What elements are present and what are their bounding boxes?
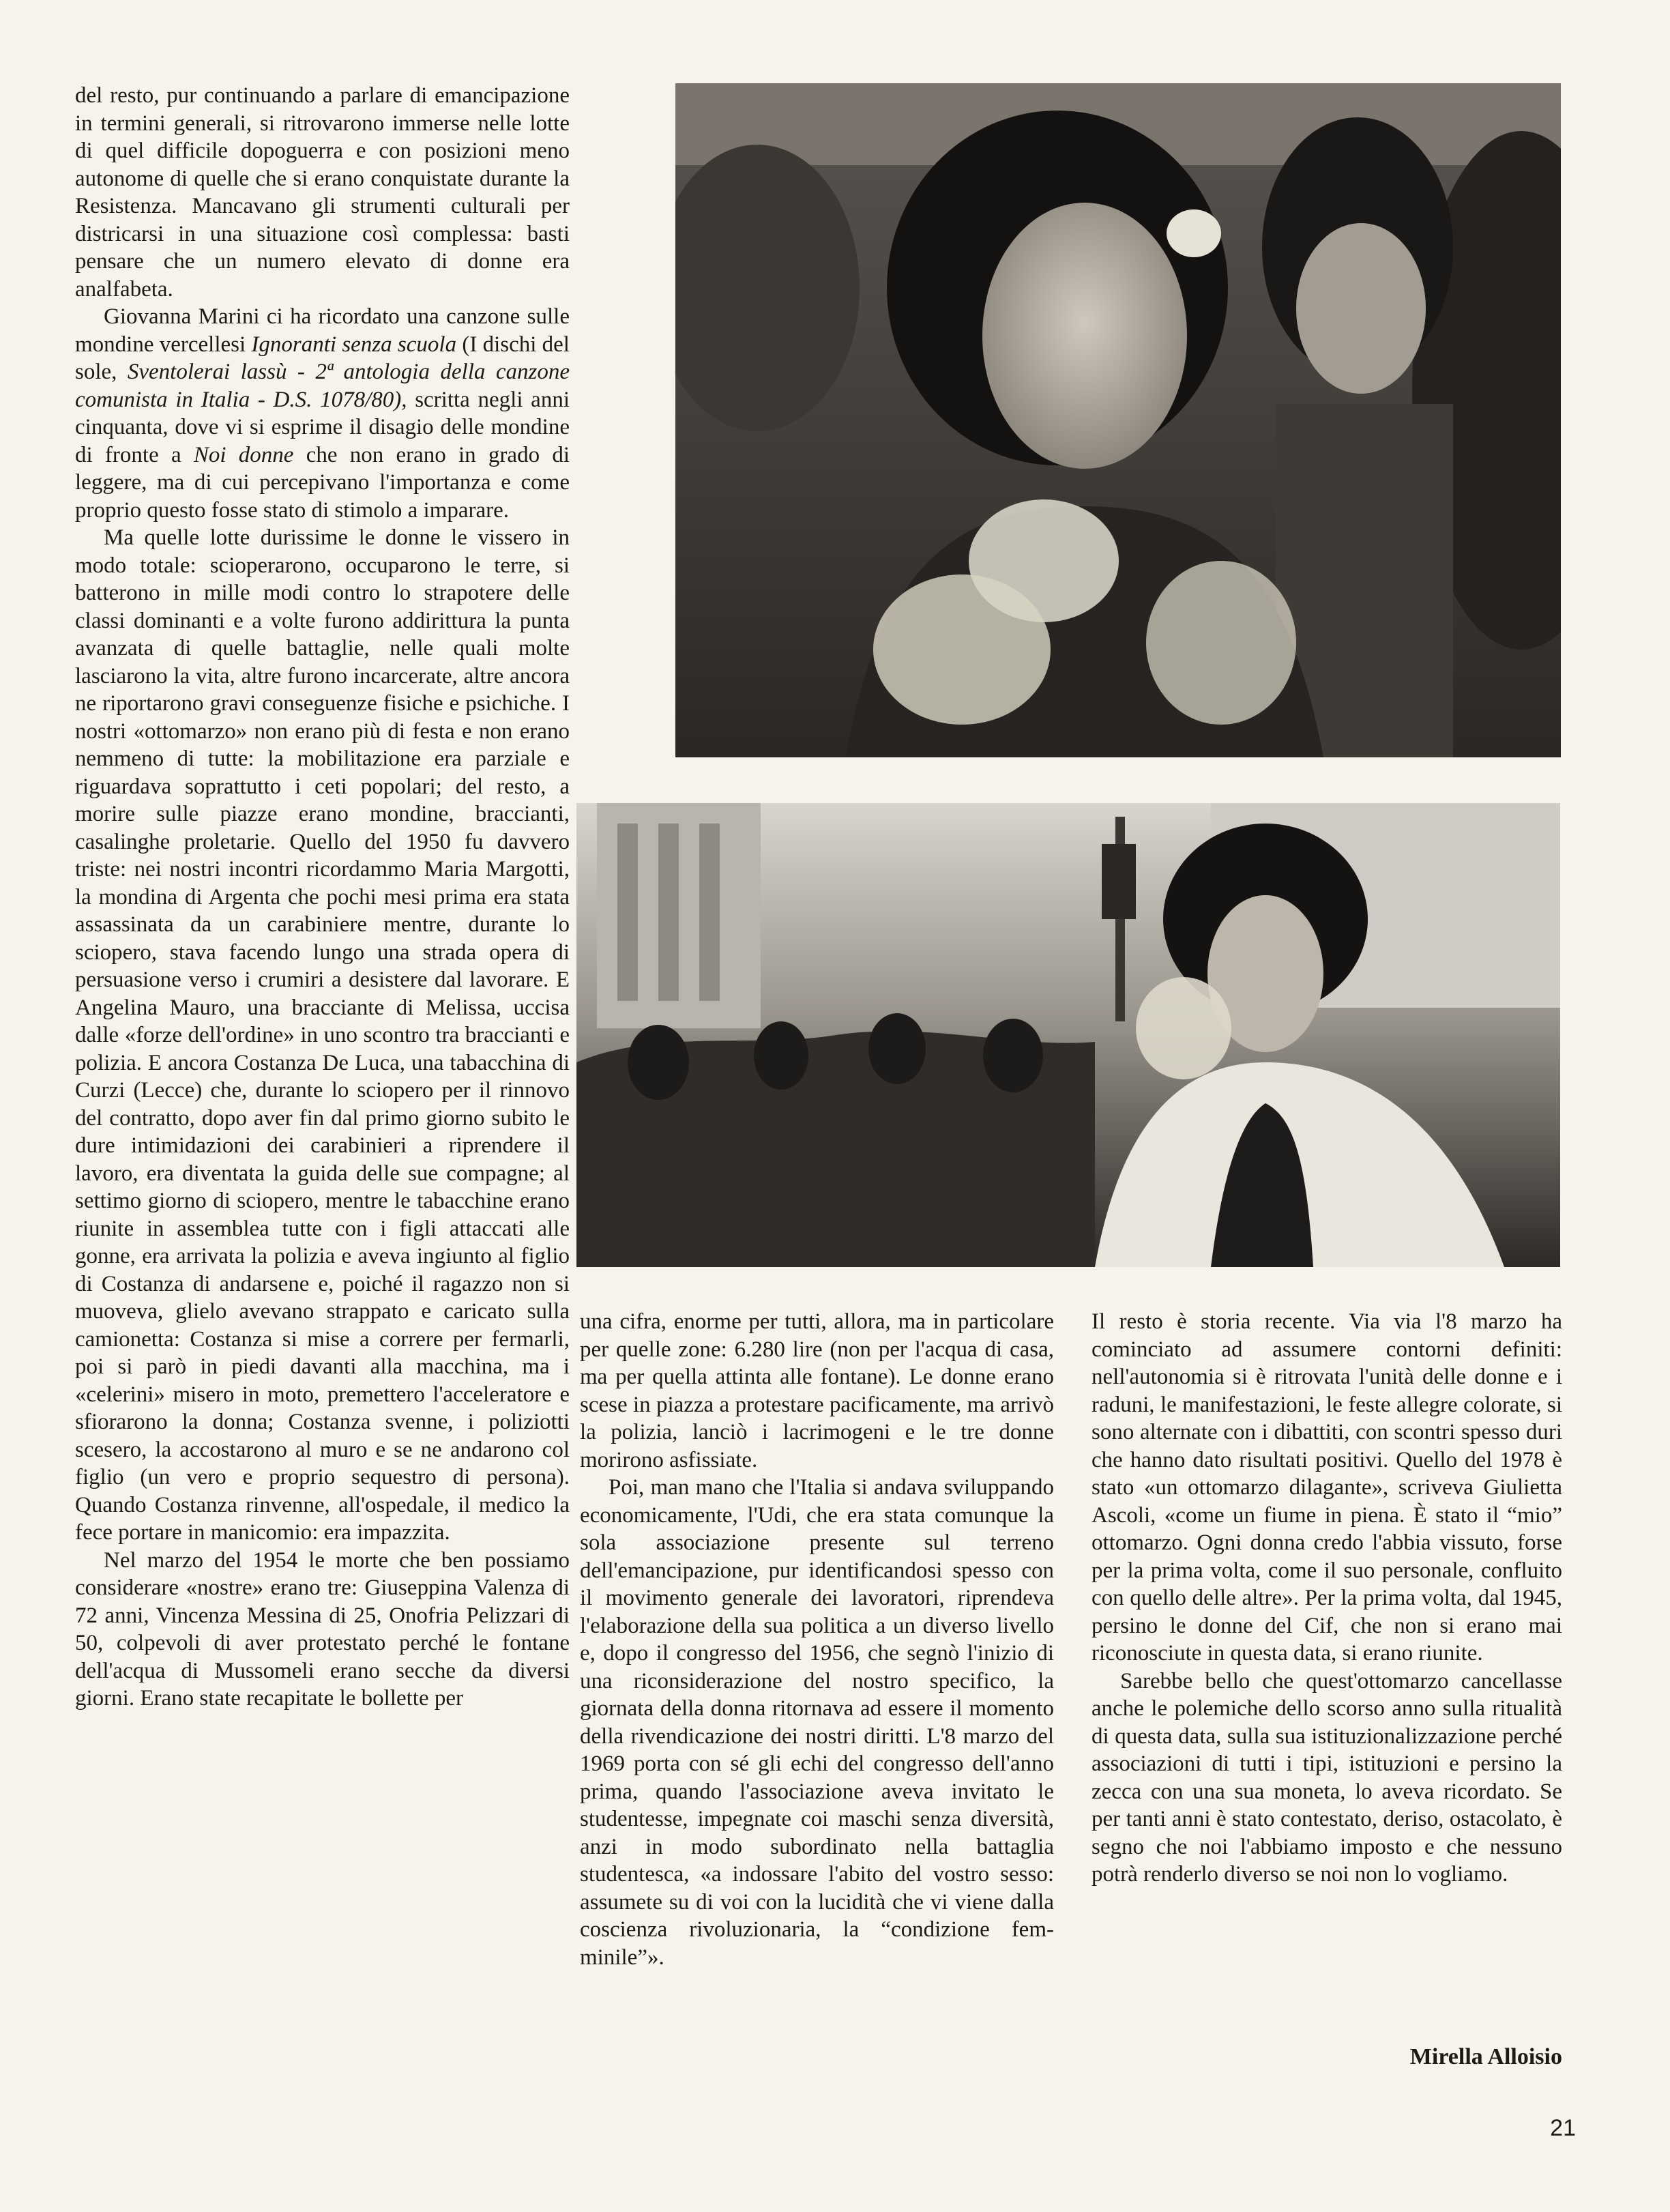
article-column-3 bbox=[1092, 1308, 1562, 1889]
col1-paragraph-3: Ma quelle lotte durissime le donne le vissero in modo totale: scioperarono, occuparono le terre, si batterono in mille modi contro lo strapotere delle classi dominanti e a volte furono addirittura la punta avanzata di quelle battaglie, nelle quali molte lasciarono la vita, altre furono incarcerate, altre ancora ne riportarono gravi conseguenze fisiche e psichiche. I nostri «ottomarzo» non erano più di festa e non erano nemmeno di tutte: la mobilitazione era parziale e riguardava soprattutto i ceti popolari; del resto, a morire sulle piazze erano mondine, braccianti, casalinghe proletarie. Quello del 1950 fu davvero triste: nei nostri incontri ricordammo Maria Margotti, la mondina di Argenta che pochi mesi prima era stata assassinata da un carabiniere mentre, durante lo sciopero, stava facendo lungo una strada opera di persuasione verso i crumiri a desistere dal lavorare. E Angelina Mauro, una bracciante di Melissa, uccisa dalle «forze dell'ordine» in uno scontro tra braccianti e polizia. E ancora Costanza De Luca, una tabacchina di Curzi (Lecce) che, durante lo sciopero per il rinnovo del contratto, dopo aver fin dal primo giorno subito le dure intimidazioni dei carabinieri a riprendere il lavoro, era diventata la guida delle sue compagne; al settimo giorno di sciopero, mentre le tabacchine erano riunite in assemblea tutte con i figli attaccati alle gonne, era arrivata la polizia e aveva ingiunto al figlio di Costanza di andarsene e, poiché il ragazzo non si muoveva, glielo avevano strappato e caricato sulla camionetta: Costanza si mise a correre per fermarli, poi si parò in piedi davanti alla macchina, ma i «celerini» misero in moto, premettero l'acceleratore e sfiorarono la donna; Costanza svenne, i poliziotti scesero, la accostarono al muro e se ne andarono col figlio (un vero e proprio sequestro di persona). Quando Costanza rinvenne, all'ospedale, il medico la fece portare in manicomio: era impazzita. bbox=[75, 525, 570, 1545]
col1-p2-text-a: Giovanna Marini ci ha ricordato una canzone sulle mondine vercellesi bbox=[75, 304, 570, 357]
article-column-1 bbox=[75, 82, 570, 1713]
article-column-2 bbox=[580, 1308, 1054, 1971]
col1-p2-text-c: scritta negli anni cinquanta, dove vi si esprime il disagio delle mondine di fronte a bbox=[75, 387, 570, 467]
page-number: 21 bbox=[1550, 2115, 1576, 2141]
photo-1-illustration bbox=[675, 83, 1561, 757]
author-signature: Mirella Alloisio bbox=[1409, 2044, 1562, 2069]
magazine-title: Noi donne bbox=[193, 442, 294, 467]
col1-p2-text-d: che non erano in grado di leggere, ma di cui percepivano l'importanza e come proprio questo fosse stato di stimolo a imparare. bbox=[75, 442, 570, 523]
photo-crowd-woman-with-mimosa bbox=[576, 803, 1560, 1267]
col1-paragraph-2 bbox=[75, 303, 570, 524]
col1-paragraph-4: Nel marzo del 1954 le morte che ben possiamo considerare «nostre» erano tre: Giuseppina Valenza di 72 anni, Vincenza Messina di 25, Onofria Pelizzari di 50, colpevoli di aver protestato perché le fontane dell'acqua di Mussomeli erano secche da diversi giorni. Erano state recapitate le bollette per bbox=[75, 1547, 570, 1711]
photo-smiling-woman-with-mimosa bbox=[675, 83, 1561, 757]
photo-2-illustration bbox=[576, 803, 1560, 1267]
col2-paragraph-2: Poi, man mano che l'Italia si andava sviluppando economicamente, l'Udi, che era stata comunque la sola associazione presente sul terreno dell'emancipazione, pur identificandosi spesso con il movimento generale dei lavoratori, riprendeva l'elaborazione della sua politica a un diverso livello e, dopo il congresso del 1956, che segnò l'inizio di una riconsiderazione del nostro specifico, la giornata della donna ritornava ad essere il momento della rivendicazione dei nostri diritti. L'8 marzo del 1969 porta con sé gli echi del congresso dell'anno prima, quando l'associazione aveva invitato le studentesse, impegnate coi maschi senza diversità, anzi in modo subordinato nella battaglia studentesca, «a indossare l'abito del vostro sesso: assumete su di voi con la lucidità che vi viene dalla coscienza rivoluzionaria, la “condizione femminile”». bbox=[580, 1475, 1054, 1970]
col1-p2-text-b: (I dischi del sole, bbox=[75, 332, 570, 384]
col3-paragraph-2: Sarebbe bello che quest'ottomarzo cancellasse anche le polemiche dello scorso anno sulla ritualità di questa data, sulla sua istituzionalizzazione perché associazioni di tutti i tipi, istituzioni e persino la zecca con una sua moneta, lo aveva ricordato. Se per tanti anni è stato contestato, deriso, ostacolato, è segno che noi l'abbiamo imposto e che nessuno potrà renderlo diverso se noi non lo vogliamo. bbox=[1092, 1668, 1562, 1887]
col3-paragraph-1: Il resto è storia recente. Via via l'8 marzo ha cominciato ad assumere contorni definiti: nell'autonomia si è ritrovata l'unità delle donne e i raduni, le manifestazioni, le feste allegre colorate, si sono alternate con i dibattiti, con scontri spesso duri che hanno dato risultati positivi. Quello del 1978 è stato «un ottomarzo dilagante», scriveva Giulietta Ascoli, «come un fiume in piena. È stato il “mio” ottomarzo. Ogni donna credo l'abbia vissuto, forse per la prima volta, come il suo personale, confluito con quello delle altre». Per la prima volta, dal 1945, persino le donne del Cif, che non si erano mai riconosciute in questa data, si erano riunite. bbox=[1092, 1309, 1562, 1665]
col1-paragraph-1: del resto, pur continuando a parlare di emancipazione in termini generali, si ritrovarono immerse nelle lotte di quel difficile dopoguerra e con posizioni meno autonome di quelle che si erano conquistate durante la Resistenza. Mancavano gli strumenti culturali per districarsi in una situazione così complessa: basti pensare che un numero elevato di donne era analfabeta. bbox=[75, 83, 570, 302]
song-title: Ignoranti senza scuola bbox=[251, 332, 457, 357]
col2-paragraph-1: una cifra, enorme per tutti, allora, ma in particolare per quelle zone: 6.280 lire (non per l'acqua di casa, ma per quella attinta alle fontane). Le donne erano scese in piazza a protestare pacificamente, ma arrivò la polizia, lanciò i lacrimogeni e le tre donne morirono asfissiate. bbox=[580, 1309, 1054, 1472]
album-reference: Sventolerai lassù - 2ª antologia della canzone comunista in Italia - D.S. 1078/80), bbox=[75, 360, 570, 412]
